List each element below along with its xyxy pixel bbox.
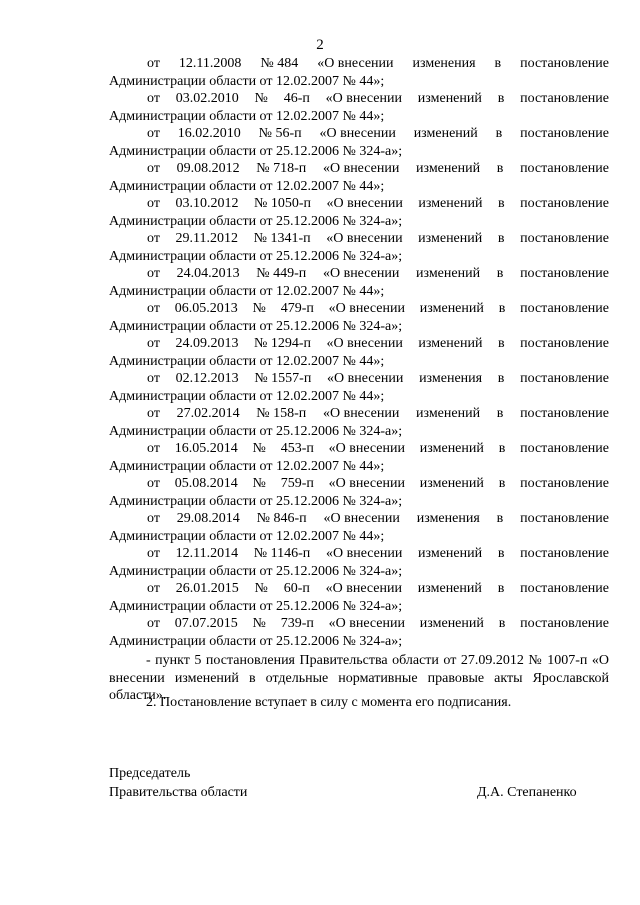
signature-title (109, 764, 247, 802)
entry-word: в (497, 546, 505, 561)
amendment-entry-line2: Администрации области от 25.12.2006 № 324-а»; (109, 598, 403, 614)
amendment-entry-line1 (109, 440, 609, 458)
amendment-entry (109, 55, 609, 90)
entry-word: 29.11.2012 (175, 231, 239, 246)
entry-word: постановление (520, 161, 609, 176)
amendment-entry-line1 (109, 300, 609, 318)
amendment-entry-line2: Администрации области от 25.12.2006 № 324-а»; (109, 563, 403, 579)
entry-word: № (252, 616, 266, 631)
entry-word: в (497, 196, 505, 211)
amendment-entry-line2: Администрации области от 25.12.2006 № 324-а»; (109, 213, 403, 229)
amendment-list (109, 55, 609, 650)
entry-word: изменений (418, 336, 483, 351)
entry-word: от (147, 546, 160, 561)
amendment-entry-line2: Администрации области от 12.02.2007 № 44»; (109, 458, 385, 474)
entry-word: постановление (520, 336, 609, 351)
amendment-entry (109, 160, 609, 195)
entry-word: № 718-п (256, 161, 307, 176)
entry-word: в (498, 301, 506, 316)
entry-word: в (497, 231, 505, 246)
entry-word: № 1050-п (253, 196, 311, 211)
entry-word: постановление (520, 371, 609, 386)
amendment-entry-line2: Администрации области от 12.02.2007 № 44»; (109, 73, 385, 89)
amendment-entry (109, 545, 609, 580)
entry-word: в (495, 126, 503, 141)
entry-word: изменения (412, 56, 476, 71)
amendment-entry-line1 (109, 615, 609, 633)
entry-word: в (496, 266, 504, 281)
entry-word: «О внесении (326, 231, 403, 246)
entry-word: «О внесении (328, 616, 405, 631)
entry-word: № 449-п (256, 266, 307, 281)
entry-word: 24.04.2013 (176, 266, 240, 281)
entry-word: постановление (520, 56, 609, 71)
amendment-entry (109, 125, 609, 160)
effective-clause: 2. Постановление вступает в силу с момента его подписания. (146, 695, 512, 710)
entry-word: изменений (419, 476, 484, 491)
amendment-entry-line1 (109, 405, 609, 423)
entry-word: «О внесении (322, 406, 400, 421)
entry-word: в (498, 616, 506, 631)
entry-word: 05.08.2014 (174, 476, 238, 491)
entry-word: постановление (520, 196, 609, 211)
entry-word: от (147, 266, 160, 281)
entry-word: изменений (413, 126, 478, 141)
entry-word: от (147, 441, 160, 456)
amendment-entry-line2: Администрации области от 12.02.2007 № 44»; (109, 283, 385, 299)
entry-word: постановление (520, 126, 609, 141)
amendment-entry-line1 (109, 335, 609, 353)
amendment-entry (109, 265, 609, 300)
entry-word: от (147, 511, 160, 526)
entry-word: изменений (416, 161, 481, 176)
entry-word: постановление (520, 511, 609, 526)
amendment-entry (109, 335, 609, 370)
entry-word: № 1341-п (253, 231, 311, 246)
entry-word: № 158-п (256, 406, 307, 421)
entry-word: 07.07.2015 (174, 616, 238, 631)
entry-word: постановление (520, 266, 609, 281)
entry-word: от (147, 126, 160, 141)
entry-word: № 1294-п (253, 336, 311, 351)
entry-word: № (252, 301, 266, 316)
entry-word: в (497, 581, 505, 596)
entry-word: от (147, 476, 160, 491)
entry-word: 739-п (280, 616, 314, 631)
entry-word: от (147, 616, 160, 631)
amendment-entry (109, 370, 609, 405)
entry-word: «О внесении (317, 56, 394, 71)
entry-word: «О внесении (328, 476, 405, 491)
entry-word: № (252, 476, 266, 491)
amendment-entry-line1 (109, 160, 609, 178)
entry-word: «О внесении (326, 336, 403, 351)
amendment-entry-line2: Администрации области от 25.12.2006 № 324-а»; (109, 143, 403, 159)
entry-word: № 484 (260, 56, 299, 71)
entry-word: № 1557-п (254, 371, 312, 386)
entry-word: от (147, 581, 160, 596)
signature-name: Д.А. Степаненко (477, 785, 577, 800)
entry-word: постановление (520, 406, 609, 421)
entry-word: в (497, 371, 505, 386)
entry-word: 02.12.2013 (175, 371, 239, 386)
amendment-entry-line2: Администрации области от 25.12.2006 № 324-а»; (109, 423, 403, 439)
entry-word: 26.01.2015 (175, 581, 239, 596)
point5-text: - пункт 5 постановления Правительства области от 27.09.2012 № 1007-п «О внесении изменений в отдельные нормативные правовые акты Ярославской области». (109, 653, 609, 703)
entry-word: 27.02.2014 (176, 406, 240, 421)
amendment-entry-line1 (109, 370, 609, 388)
entry-word: «О внесении (323, 511, 400, 526)
entry-word: «О внесении (325, 91, 402, 106)
entry-word: № 56-п (258, 126, 302, 141)
entry-word: от (147, 336, 160, 351)
signature-title-line2: Правительства области (109, 785, 248, 800)
entry-word: «О внесении (328, 301, 405, 316)
amendment-entry (109, 90, 609, 125)
amendment-entry-line1 (109, 125, 609, 143)
entry-word: 12.11.2014 (175, 546, 239, 561)
entry-word: изменения (419, 371, 483, 386)
amendment-entry-line2: Администрации области от 12.02.2007 № 44»; (109, 178, 385, 194)
amendment-entry-line2: Администрации области от 12.02.2007 № 44»; (109, 528, 385, 544)
entry-word: изменений (416, 266, 481, 281)
entry-word: изменений (417, 581, 482, 596)
entry-word: № 846-п (256, 511, 307, 526)
entry-word: в (496, 161, 504, 176)
entry-word: изменений (418, 231, 483, 246)
signature-title-line1: Председатель (109, 766, 191, 781)
entry-word: от (147, 406, 160, 421)
entry-word: № (254, 581, 268, 596)
amendment-entry (109, 510, 609, 545)
amendment-entry-line1 (109, 265, 609, 283)
amendment-entry-line2: Администрации области от 25.12.2006 № 324-а»; (109, 318, 403, 334)
entry-word: 03.10.2012 (175, 196, 239, 211)
entry-word: постановление (520, 441, 609, 456)
entry-word: постановление (520, 546, 609, 561)
amendment-entry (109, 580, 609, 615)
entry-word: 60-п (283, 581, 310, 596)
entry-word: изменений (419, 301, 484, 316)
amendment-entry-line2: Администрации области от 25.12.2006 № 324-а»; (109, 248, 403, 264)
entry-word: в (497, 91, 505, 106)
entry-word: постановление (520, 616, 609, 631)
entry-word: постановление (520, 476, 609, 491)
entry-word: изменений (418, 546, 483, 561)
amendment-entry-line2: Администрации области от 12.02.2007 № 44»; (109, 353, 385, 369)
entry-word: от (147, 371, 160, 386)
entry-word: «О внесении (327, 371, 404, 386)
entry-word: 03.02.2010 (175, 91, 239, 106)
amendment-entry (109, 405, 609, 440)
amendment-entry (109, 475, 609, 510)
entry-word: изменений (419, 616, 484, 631)
amendment-entry (109, 300, 609, 335)
entry-word: 24.09.2013 (175, 336, 239, 351)
entry-word: 46-п (283, 91, 310, 106)
amendment-entry-line2: Администрации области от 25.12.2006 № 324-а»; (109, 493, 403, 509)
entry-word: постановление (520, 91, 609, 106)
amendment-entry-line2: Администрации области от 12.02.2007 № 44»; (109, 388, 385, 404)
amendment-entry-line2: Администрации области от 12.02.2007 № 44»; (109, 108, 385, 124)
amendment-entry-line1 (109, 230, 609, 248)
entry-word: изменений (416, 406, 481, 421)
entry-word: от (147, 91, 160, 106)
entry-word: 12.11.2008 (178, 56, 242, 71)
entry-word: «О внесении (325, 546, 403, 561)
amendment-entry-line1 (109, 195, 609, 213)
entry-word: изменений (419, 441, 484, 456)
entry-word: № 1146-п (253, 546, 311, 561)
entry-word: от (147, 301, 160, 316)
entry-word: изменений (417, 91, 482, 106)
amendment-entry-line1 (109, 55, 609, 73)
entry-word: 759-п (280, 476, 314, 491)
entry-word: 479-п (280, 301, 314, 316)
amendment-entry-line1 (109, 580, 609, 598)
amendment-entry-line1 (109, 475, 609, 493)
amendment-entry (109, 195, 609, 230)
amendment-entry-line2: Администрации области от 25.12.2006 № 324-а»; (109, 633, 403, 649)
entry-word: «О внесении (328, 441, 405, 456)
entry-word: постановление (520, 231, 609, 246)
entry-word: «О внесении (322, 161, 400, 176)
entry-word: «О внесении (322, 266, 400, 281)
entry-word: от (147, 161, 160, 176)
entry-word: «О внесении (319, 126, 396, 141)
amendment-entry (109, 440, 609, 475)
entry-word: в (496, 406, 504, 421)
entry-word: в (494, 56, 502, 71)
entry-word: постановление (520, 301, 609, 316)
entry-word: «О внесении (325, 581, 402, 596)
entry-word: от (147, 196, 160, 211)
entry-word: в (498, 476, 506, 491)
entry-word: 16.05.2014 (174, 441, 238, 456)
entry-word: 29.08.2014 (176, 511, 240, 526)
entry-word: в (496, 511, 504, 526)
entry-word: 09.08.2012 (176, 161, 240, 176)
entry-word: 453-п (280, 441, 314, 456)
entry-word: изменения (416, 511, 480, 526)
entry-word: в (498, 441, 506, 456)
entry-word: от (147, 231, 160, 246)
amendment-entry (109, 615, 609, 650)
entry-word: от (147, 56, 160, 71)
entry-word: изменений (418, 196, 483, 211)
amendment-entry-line1 (109, 90, 609, 108)
entry-word: постановление (520, 581, 609, 596)
amendment-entry (109, 230, 609, 265)
entry-word: 06.05.2013 (174, 301, 238, 316)
entry-word: в (497, 336, 505, 351)
entry-word: № (254, 91, 268, 106)
entry-word: 16.02.2010 (177, 126, 241, 141)
entry-word: № (252, 441, 266, 456)
amendment-entry-line1 (109, 545, 609, 563)
entry-word: «О внесении (326, 196, 403, 211)
page-number: 2 (316, 37, 324, 53)
amendment-entry-line1 (109, 510, 609, 528)
